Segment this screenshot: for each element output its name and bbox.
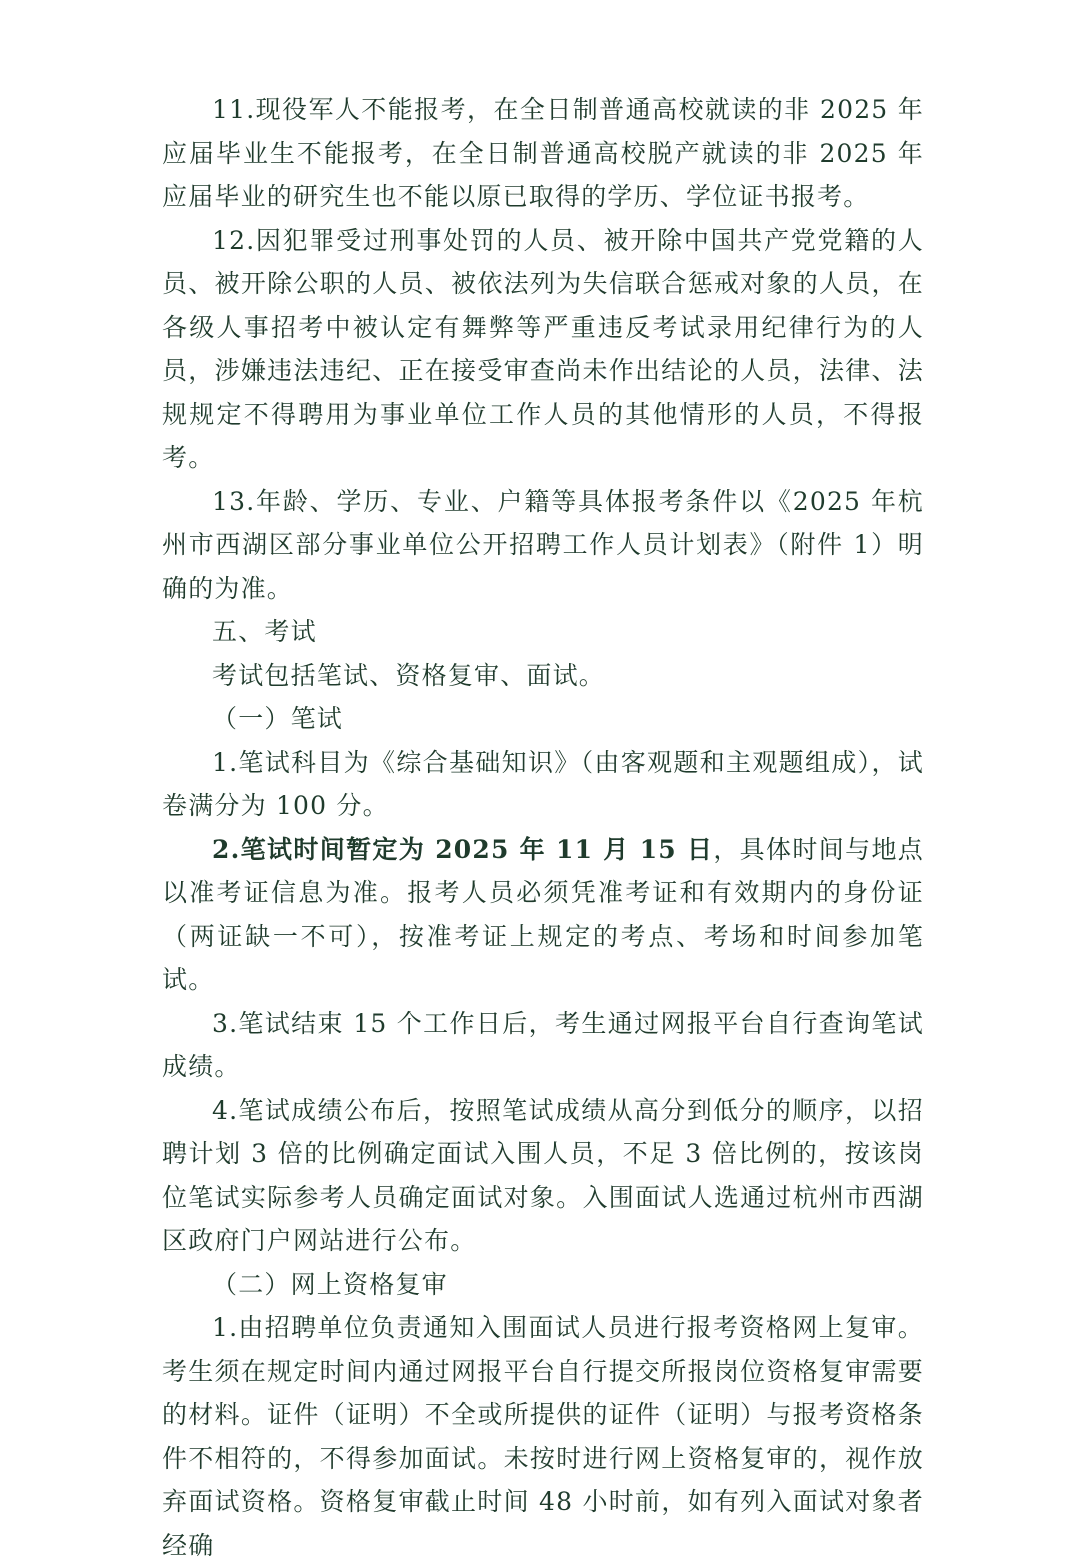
written-test-date-emphasis: 2.笔试时间暂定为 2025 年 11 月 15 日: [212, 834, 714, 864]
paragraph-written-1: 1.笔试科目为《综合基础知识》（由客观题和主观题组成），试卷满分为 100 分。: [162, 747, 924, 820]
paragraph-item-12: 12.因犯罪受过刑事处罚的人员、被开除中国共产党党籍的人员、被开除公职的人员、被依法列为失信联合惩戒对象的人员，在各级人事招考中被认定有舞弊等严重违反考试录用纪律行为的人员，涉嫌违法违纪、正在接受审查尚未作出结论的人员，法律、法规规定不得聘用为事业单位工作人员的其他情形的人员，不得报考。: [162, 225, 924, 472]
paragraph-written-4: 4.笔试成绩公布后，按照笔试成绩从高分到低分的顺序，以招聘计划 3 倍的比例确定面试入围人员，不足 3 倍比例的，按该岗位笔试实际参考人员确定面试对象。入围面试人选通过杭州市西湖区政府门户网站进行公布。: [162, 1095, 924, 1255]
paragraph-exam-intro: 考试包括笔试、资格复审、面试。: [212, 660, 606, 690]
paragraph-item-13: 13.年龄、学历、专业、户籍等具体报考条件以《2025 年杭州市西湖区部分事业单位公开招聘工作人员计划表》（附件 1）明确的为准。: [162, 486, 924, 603]
paragraph-item-11: 11.现役军人不能报考，在全日制普通高校就读的非 2025 年应届毕业生不能报考，在全日制普通高校脱产就读的非 2025 年应届毕业的研究生也不能以原已取得的学历、学位证书报考。: [162, 95, 924, 211]
paragraph-written-3: 3.笔试结束 15 个工作日后，考生通过网报平台自行查询笔试成绩。: [162, 1008, 924, 1081]
paragraph-review-1: 1.由招聘单位负责通知入围面试人员进行报考资格网上复审。考生须在规定时间内通过网报平台自行提交所报岗位资格复审需要的材料。证件（证明）不全或所提供的证件（证明）与报考资格条件不相符的，不得参加面试。未按时进行网上资格复审的，视作放弃面试资格。资格复审截止时间 48 小时前，如有列入面试对象者经确: [162, 1313, 924, 1560]
written-test-date-detail: ，具体时间与地点以准考证信息为准。报考人员必须凭准考证和有效期内的身份证（两证缺一不可），按准考证上规定的考点、考场和时间参加笔试。: [162, 834, 924, 994]
subsection-heading-online-review: （二）网上资格复审: [212, 1269, 448, 1299]
subsection-heading-written-test: （一）笔试: [212, 704, 344, 733]
paragraph-written-2: [162, 828, 924, 1002]
document-body: [162, 88, 924, 1567]
section-heading-exam: 五、考试: [212, 617, 317, 646]
